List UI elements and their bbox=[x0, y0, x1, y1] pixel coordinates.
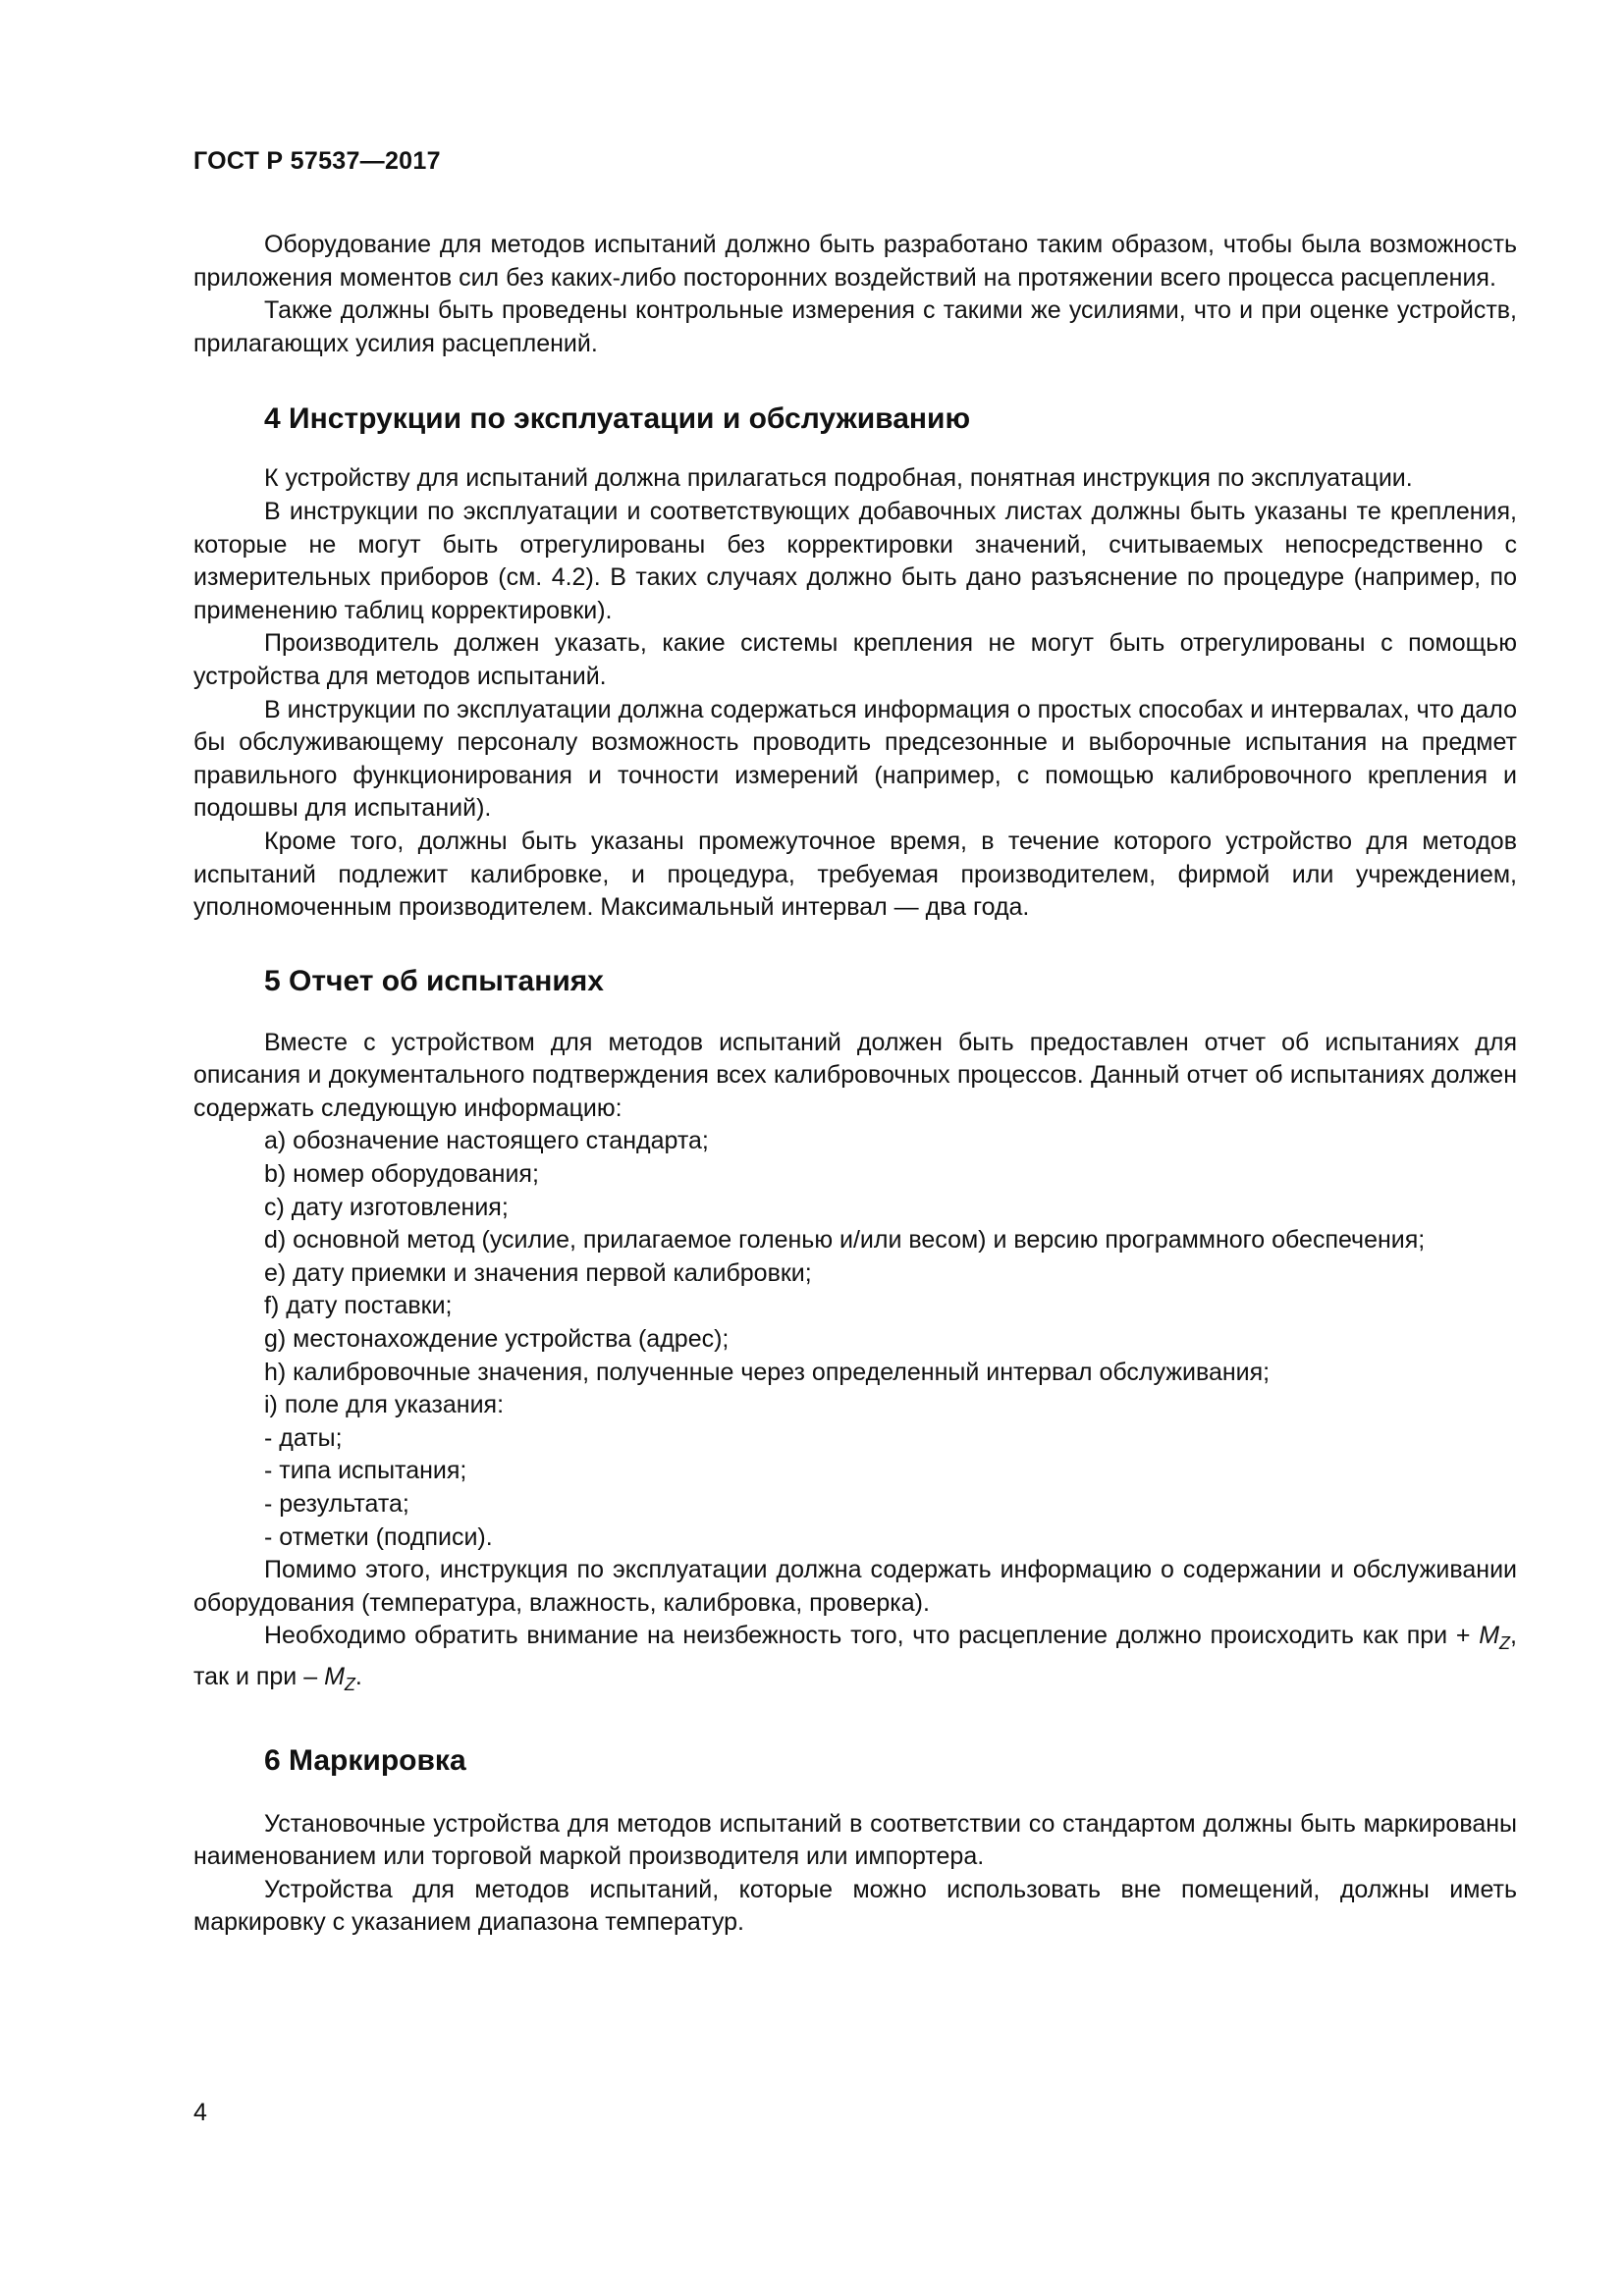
list-item-h: h) калибровочные значения, полученные через определенный интервал обслуживания; bbox=[264, 1358, 1271, 1386]
list-subitem-signature: - отметки (подписи). bbox=[264, 1522, 493, 1551]
moment-subscript: Z bbox=[1499, 1633, 1511, 1654]
list-subitem-date: - даты; bbox=[264, 1423, 343, 1452]
section-5-after-list: Помимо этого, инструкция по эксплуатации должна содержать информацию о содержании и обслуживании оборудования (температура, влажность, калибровка, проверка). bbox=[193, 1556, 1517, 1617]
moment-symbol: M bbox=[1479, 1622, 1500, 1650]
list-item-f: f) дату поставки; bbox=[264, 1292, 453, 1320]
section-6-paragraph-1: Установочные устройства для методов испытаний в соответствии со стандартом должны быть маркированы наименованием или торговой маркой производителя или импортера. bbox=[193, 1809, 1517, 1871]
note-end: . bbox=[354, 1662, 362, 1690]
section-6-paragraph-2: Устройства для методов испытаний, которые можно использовать вне помещений, должны иметь маркировку с указанием диапазона температур. bbox=[193, 1875, 1517, 1937]
standard-header: ГОСТ Р 57537—2017 bbox=[193, 147, 441, 175]
page-number: 4 bbox=[193, 2099, 207, 2126]
section-4-paragraph-1: К устройству для испытаний должна прилагаться подробная, понятная инструкция по эксплуатации. bbox=[264, 464, 1413, 493]
moment-symbol: M bbox=[324, 1662, 345, 1690]
list-item-c: c) дату изготовления; bbox=[264, 1193, 509, 1221]
note-text: Необходимо обратить внимание на неизбежность того, что расцепление должно происходить как при + bbox=[264, 1622, 1480, 1650]
section-5-intro: Вместе с устройством для методов испытаний должен быть предоставлен отчет об испытаниях для описания и документального подтверждения всех калибровочных процессов. Данный отчет об испытаниях должен содержать следующую информацию: bbox=[193, 1028, 1517, 1122]
section-4-paragraph-4: В инструкции по эксплуатации должна содержаться информация о простых способах и интервалах, что дало бы обслуживающему персоналу возможность проводить предсезонные и выборочные испытания на предмет правильного функционирования и точности измерений (например, с помощью калибровочного крепления и подошвы для испытаний). bbox=[193, 695, 1517, 823]
moment-subscript: Z bbox=[344, 1674, 355, 1694]
list-subitem-test-type: - типа испытания; bbox=[264, 1457, 467, 1485]
page-content bbox=[193, 229, 1517, 1940]
section-6-heading: 6 Маркировка bbox=[264, 1743, 466, 1777]
section-4-heading: 4 Инструкции по эксплуатации и обслуживанию bbox=[264, 402, 971, 436]
section-5-note bbox=[193, 1620, 1517, 1701]
list-item-a: a) обозначение настоящего стандарта; bbox=[264, 1127, 709, 1155]
intro-paragraph-1: Оборудование для методов испытаний должно быть разработано таким образом, чтобы была возможность приложения моментов сил без каких-либо посторонних воздействий на протяжении всего процесса расцепления. bbox=[193, 231, 1517, 292]
list-item-i: i) поле для указания: bbox=[264, 1391, 505, 1419]
section-5-heading: 5 Отчет об испытаниях bbox=[264, 964, 604, 997]
list-item-e: e) дату приемки и значения первой калибровки; bbox=[264, 1258, 812, 1287]
section-4-paragraph-3: Производитель должен указать, какие системы крепления не могут быть отрегулированы с помощью устройства для методов испытаний. bbox=[193, 629, 1517, 690]
list-item-g: g) местонахождение устройства (адрес); bbox=[264, 1325, 730, 1354]
intro-paragraph-2: Также должны быть проведены контрольные измерения с такими же усилиями, что и при оценке устройств, прилагающих усилия расцеплений. bbox=[193, 296, 1517, 357]
list-item-d: d) основной метод (усилие, прилагаемое голенью и/или весом) и версию программного обеспечения; bbox=[264, 1226, 1426, 1255]
section-4-paragraph-5: Кроме того, должны быть указаны промежуточное время, в течение которого устройство для методов испытаний подлежит калибровке, и процедура, требуемая производителем, фирмой или учреждением, уполномоченным производителем. Максимальный интервал — два года. bbox=[193, 827, 1517, 922]
note-middle: , так и при – bbox=[193, 1622, 1517, 1690]
list-item-b: b) номер оборудования; bbox=[264, 1160, 539, 1189]
section-4-paragraph-2: В инструкции по эксплуатации и соответствующих добавочных листах должны быть указаны те крепления, которые не могут быть отрегулированы без корректировки значений, считываемых непосредственно с измерительных приборов (см. 4.2). В таких случаях должно быть дано разъяснение по процедуре (например, по применению таблиц корректировки). bbox=[193, 497, 1517, 624]
list-subitem-result: - результата; bbox=[264, 1490, 409, 1518]
